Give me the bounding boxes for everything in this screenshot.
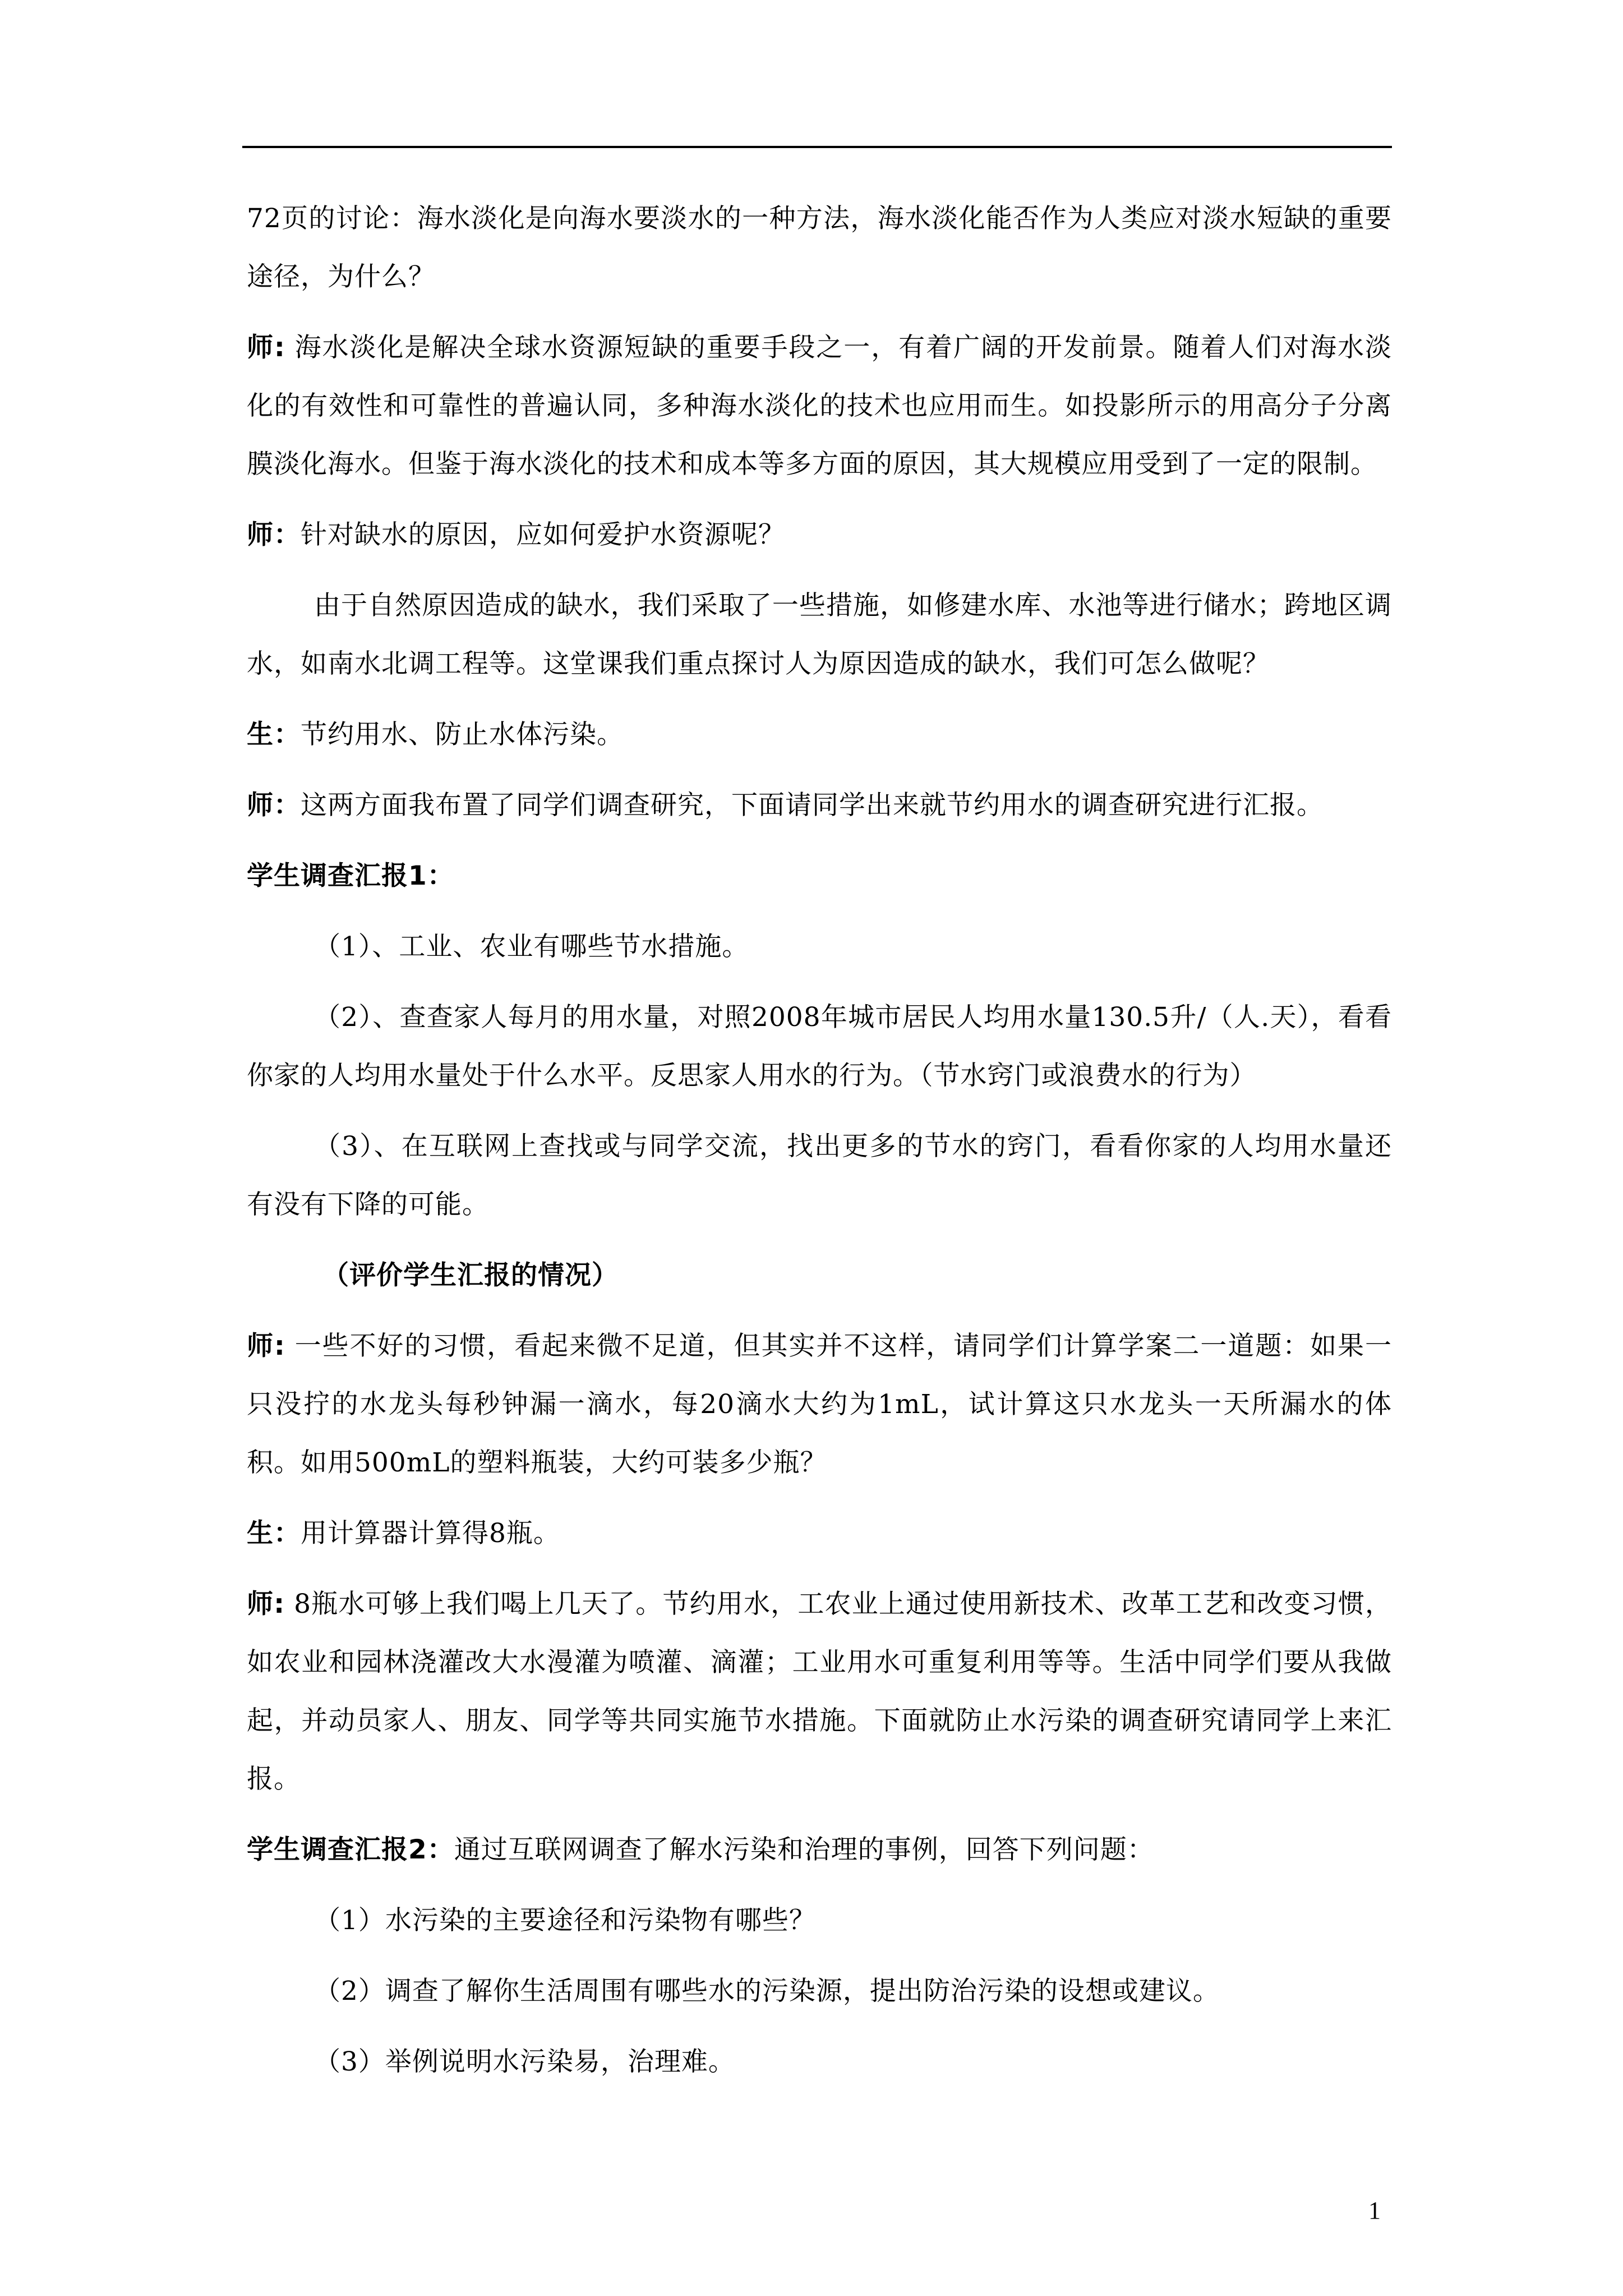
list-item-text: （3）、在互联网上查找或与同学交流，找出更多的节水的窍门，看看你家的人均用水量还有没有下降的可能。 [247,1131,1392,1220]
paragraph-teacher-desalination [247,319,1392,494]
list-item-report-2-2 [247,1962,1392,2021]
speaker-label: 师 [247,519,274,550]
paragraph-text: 72页的讨论：海水淡化是向海水要淡水的一种方法，海水淡化能否作为人类应对淡水短缺的重要途径，为什么？ [247,203,1392,292]
speaker-label: 师 [247,1331,274,1361]
section-heading-colon: ： [427,861,454,891]
speaker-label: 师 [247,332,274,363]
document-body [247,190,1392,2104]
list-item-text: （1）、工业、农业有哪些节水措施。 [314,931,749,962]
speaker-label: 生 [247,719,274,750]
section-heading-text: 学生调查汇报2 [247,1834,427,1865]
paragraph-teacher-question [247,506,1392,564]
paragraph-natural-causes [247,577,1392,693]
paragraph-discussion [247,190,1392,306]
paragraph-teacher-conserve [247,1575,1392,1809]
list-item-text: （2）调查了解你生活周围有哪些水的污染源，提出防治污染的设想或建议。 [314,1976,1220,2007]
list-item-report-2-3 [247,2033,1392,2091]
speaker-colon: : [274,1589,285,1619]
speaker-colon: : [274,1331,285,1361]
list-item-text: （3）举例说明水污染易，治理难。 [314,2046,735,2077]
speaker-label: 师 [247,1589,274,1619]
paragraph-text: 节约用水、防止水体污染。 [301,719,624,750]
speaker-colon: ： [274,1518,301,1549]
list-item-report-2-1 [247,1892,1392,1950]
speaker-colon: ： [274,719,301,750]
speaker-label: 生 [247,1518,274,1549]
paragraph-text: 海水淡化是解决全球水资源短缺的重要手段之一，有着广阔的开发前景。随着人们对海水淡化的有效性和可靠性的普遍认同，多种海水淡化的技术也应用而生。如投影所示的用高分子分离膜淡化海水。但鉴于海水淡化的技术和成本等多方面的原因，其大规模应用受到了一定的限制。 [247,332,1392,480]
header-rule [242,146,1392,148]
speaker-colon: : [274,332,285,363]
paragraph-teacher-survey [247,776,1392,835]
paragraph-text: 8瓶水可够上我们喝上几天了。节约用水，工农业上通过使用新技术、改革工艺和改变习惯，如农业和园林浇灌改大水漫灌为喷灌、滴灌；工业用水可重复利用等等。生活中同学们要从我做起，并动员家人、朋友、同学等共同实施节水措施。下面就防止水污染的调查研究请同学上来汇报。 [247,1589,1393,1795]
section-heading-report-1 [247,847,1392,905]
paragraph-text: 通过互联网调查了解水污染和治理的事例，回答下列问题： [454,1834,1154,1865]
list-item-text: （1）水污染的主要途径和污染物有哪些？ [314,1905,816,1936]
speaker-colon: ： [274,519,301,550]
speaker-label: 师 [247,790,274,821]
paragraph-text: 用计算器计算得8瓶。 [301,1518,560,1549]
paragraph-text: 一些不好的习惯，看起来微不足道，但其实并不这样，请同学们计算学案二一道题：如果一只没拧的水龙头每秒钟漏一滴水，每20滴水大约为1mL，试计算这只水龙头一天所漏水的体积。如用500mL的塑料瓶装，大约可装多少瓶？ [247,1331,1392,1478]
list-item-report-1-1 [247,918,1392,976]
paragraph-student-calc [247,1504,1392,1563]
section-heading-colon: ： [427,1834,454,1865]
paragraph-text: 针对缺水的原因，应如何爱护水资源呢？ [301,519,785,550]
paragraph-report-2 [247,1821,1392,1879]
list-item-report-1-3 [247,1117,1392,1234]
evaluation-note-text: （评价学生汇报的情况） [322,1260,619,1291]
paragraph-text: 由于自然原因造成的缺水，我们采取了一些措施，如修建水库、水池等进行储水；跨地区调水，如南水北调工程等。这堂课我们重点探讨人为原因造成的缺水，我们可怎么做呢？ [247,590,1392,679]
list-item-text: （2）、查查家人每月的用水量，对照2008年城市居民人均用水量130.5升/（人.天），看看你家的人均用水量处于什么水平。反思家人用水的行为。（节水窍门或浪费水的行为） [247,1002,1392,1091]
paragraph-teacher-faucet [247,1317,1392,1492]
paragraph-student-answer [247,706,1392,764]
section-heading-text: 学生调查汇报1 [247,861,427,891]
speaker-colon: ： [274,790,301,821]
list-item-report-1-2 [247,988,1392,1105]
evaluation-note [247,1246,1392,1305]
page-number: 1 [1368,2197,1381,2224]
paragraph-text: 这两方面我布置了同学们调查研究，下面请同学出来就节约用水的调查研究进行汇报。 [301,790,1324,821]
